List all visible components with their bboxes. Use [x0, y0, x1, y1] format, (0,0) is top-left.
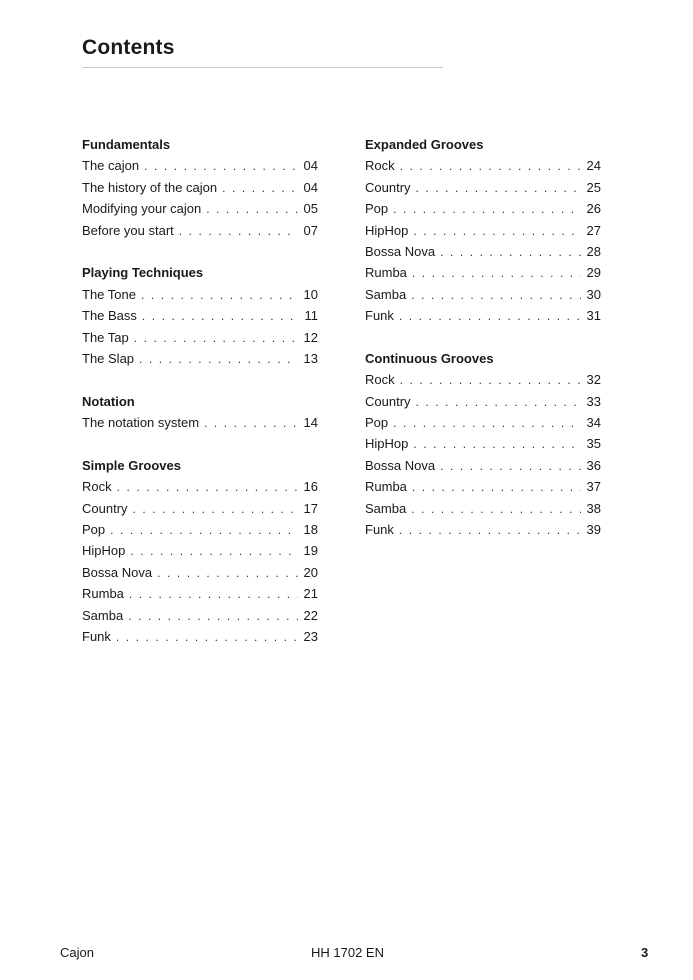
toc-entry-label: Rock	[365, 372, 395, 388]
toc-entry-label: Pop	[365, 201, 389, 217]
toc-entry-page: 33	[586, 393, 601, 409]
toc-entry-label: Samba	[365, 500, 407, 516]
toc-entry	[365, 391, 601, 412]
dot-leader	[144, 156, 298, 177]
toc-entry	[365, 305, 601, 326]
toc-entry	[365, 262, 601, 283]
toc-entry-label: Samba	[365, 286, 407, 302]
toc-section	[82, 391, 318, 434]
dot-leader	[413, 434, 581, 455]
toc-entry-page: 23	[303, 628, 318, 644]
toc-entry	[82, 220, 318, 241]
dot-leader	[393, 413, 581, 434]
dot-leader	[393, 199, 581, 220]
toc-entry	[82, 519, 318, 540]
toc-entry-label: Country	[365, 179, 411, 195]
dot-leader	[141, 285, 298, 306]
toc-entry-label: Rumba	[82, 586, 124, 602]
toc-entry-label: The Bass	[82, 308, 137, 324]
toc-entry-label: Bossa Nova	[365, 243, 436, 259]
toc-section-heading: Fundamentals	[82, 137, 171, 152]
toc-entry	[365, 220, 601, 241]
toc-entry-page: 18	[303, 522, 318, 538]
dot-leader	[110, 520, 298, 541]
toc-entry-label: Rock	[365, 158, 395, 174]
toc-entry	[82, 327, 318, 348]
toc-section	[365, 134, 601, 327]
toc-entry-page: 22	[303, 607, 318, 623]
dot-leader	[128, 606, 298, 627]
dot-leader	[416, 392, 581, 413]
toc-section	[82, 455, 318, 648]
toc-section	[82, 134, 318, 241]
dot-leader	[400, 370, 581, 391]
toc-entry-page: 20	[303, 564, 318, 580]
toc-entry-label: Country	[82, 500, 128, 516]
toc-entry-page: 38	[586, 500, 601, 516]
dot-leader	[411, 499, 581, 520]
dot-leader	[413, 221, 581, 242]
toc-entry-page: 35	[586, 436, 601, 452]
toc-entry-page: 32	[586, 372, 601, 388]
toc-entry-page: 36	[586, 457, 601, 473]
dot-leader	[440, 242, 581, 263]
dot-leader	[440, 456, 581, 477]
toc-entry	[365, 177, 601, 198]
toc-entry-label: Pop	[365, 415, 389, 431]
toc-entry-page: 24	[586, 158, 601, 174]
dot-leader	[400, 156, 581, 177]
toc-entry-label: The Tone	[82, 286, 136, 302]
dot-leader	[134, 328, 298, 349]
toc-entry-page: 04	[303, 158, 318, 174]
dot-leader	[116, 627, 298, 648]
toc-entry	[82, 605, 318, 626]
dot-leader	[416, 178, 581, 199]
toc-entry-page: 28	[586, 243, 601, 259]
toc-entry-label: Rumba	[365, 479, 407, 495]
toc-entry	[365, 433, 601, 454]
toc-entry	[82, 412, 318, 433]
toc-entry-page: 07	[303, 222, 318, 238]
toc-section-heading: Expanded Grooves	[365, 137, 484, 152]
toc-entry-page: 29	[586, 265, 601, 281]
toc-entry-label: The history of the cajon	[82, 179, 218, 195]
toc-entry	[365, 519, 601, 540]
footer-page-number: 3	[641, 945, 649, 960]
toc-entry-page: 26	[586, 201, 601, 217]
dot-leader	[129, 584, 298, 605]
toc-entry-page: 39	[586, 522, 601, 538]
toc-section-heading: Simple Grooves	[82, 457, 181, 473]
toc-entry-label: Rock	[82, 479, 112, 495]
toc-entry-page: 30	[586, 286, 601, 302]
toc-entry-label: The cajon	[82, 158, 140, 174]
toc-section-heading: Notation	[82, 393, 135, 409]
toc-entry-label: Bossa Nova	[82, 564, 153, 580]
dot-leader	[204, 413, 298, 434]
toc-entry-label: Funk	[82, 628, 111, 644]
toc-entry	[365, 455, 601, 476]
toc-entry-label: The Slap	[82, 350, 135, 366]
toc-entry-page: 05	[303, 201, 318, 217]
toc-entry	[365, 498, 601, 519]
toc-entry-page: 16	[303, 479, 318, 495]
toc-entry-label: HipHop	[82, 543, 126, 559]
toc-entry-label: Funk	[365, 522, 394, 538]
toc-entry	[365, 198, 601, 219]
toc-entry	[82, 155, 318, 176]
footer-book-title: Cajon	[60, 945, 94, 960]
dot-leader	[139, 349, 298, 370]
toc-entry-label: The notation system	[82, 415, 200, 431]
toc-entry	[365, 369, 601, 390]
toc-entry-label: Modifying your cajon	[82, 201, 202, 217]
toc-entry-label: Bossa Nova	[365, 457, 436, 473]
dot-leader	[206, 199, 298, 220]
toc-entry-page: 34	[586, 415, 601, 431]
toc-entry	[82, 498, 318, 519]
dot-leader	[179, 221, 298, 242]
toc-column-right	[365, 134, 601, 562]
toc-section-heading: Continuous Grooves	[365, 350, 494, 366]
dot-leader	[222, 178, 298, 199]
toc-entry	[82, 562, 318, 583]
toc-entry	[82, 177, 318, 198]
toc-entry	[365, 412, 601, 433]
dot-leader	[157, 563, 298, 584]
dot-leader	[412, 477, 581, 498]
toc-entry	[82, 348, 318, 369]
page-title: Contents	[82, 36, 175, 59]
toc-entry-label: The Tap	[82, 329, 129, 345]
toc-column-left	[82, 134, 318, 669]
toc-entry-label: Pop	[82, 522, 106, 538]
dot-leader	[117, 477, 298, 498]
dot-leader	[142, 306, 298, 327]
toc-entry-page: 04	[303, 179, 318, 195]
dot-leader	[133, 499, 298, 520]
toc-entry	[365, 476, 601, 497]
toc-entry-page: 31	[586, 308, 601, 324]
dot-leader	[411, 285, 581, 306]
title-divider	[82, 67, 443, 68]
toc-entry-label: HipHop	[365, 222, 409, 238]
toc-entry	[365, 241, 601, 262]
toc-entry	[82, 476, 318, 497]
toc-entry	[365, 155, 601, 176]
toc-entry-label: Rumba	[365, 265, 407, 281]
toc-entry-page: 14	[303, 415, 318, 431]
toc-entry-page: 19	[303, 543, 318, 559]
toc-entry-label: Funk	[365, 308, 394, 324]
toc-entry-page: 12	[303, 329, 318, 345]
toc-entry	[365, 284, 601, 305]
toc-section	[82, 262, 318, 369]
toc-entry-page: 25	[586, 179, 601, 195]
toc-entry-page: 11	[304, 308, 318, 324]
toc-entry	[82, 626, 318, 647]
toc-entry	[82, 305, 318, 326]
toc-entry-label: Samba	[82, 607, 124, 623]
toc-entry	[82, 284, 318, 305]
footer-catalog-number: HH 1702 EN	[311, 945, 384, 960]
toc-entry-page: 21	[303, 586, 318, 602]
toc-entry-page: 27	[586, 222, 601, 238]
toc-entry-page: 17	[303, 500, 318, 516]
dot-leader	[399, 306, 581, 327]
toc-entry-label: HipHop	[365, 436, 409, 452]
toc-entry-page: 37	[586, 479, 601, 495]
toc-section-heading: Playing Techniques	[82, 265, 204, 281]
dot-leader	[399, 520, 581, 541]
toc-entry-label: Country	[365, 393, 411, 409]
toc-entry	[82, 540, 318, 561]
toc-entry	[82, 198, 318, 219]
toc-entry	[82, 583, 318, 604]
dot-leader	[130, 541, 298, 562]
dot-leader	[412, 263, 581, 284]
toc-section	[365, 348, 601, 541]
toc-entry-page: 10	[303, 286, 318, 302]
toc-entry-label: Before you start	[82, 222, 174, 238]
toc-entry-page: 13	[303, 350, 318, 366]
